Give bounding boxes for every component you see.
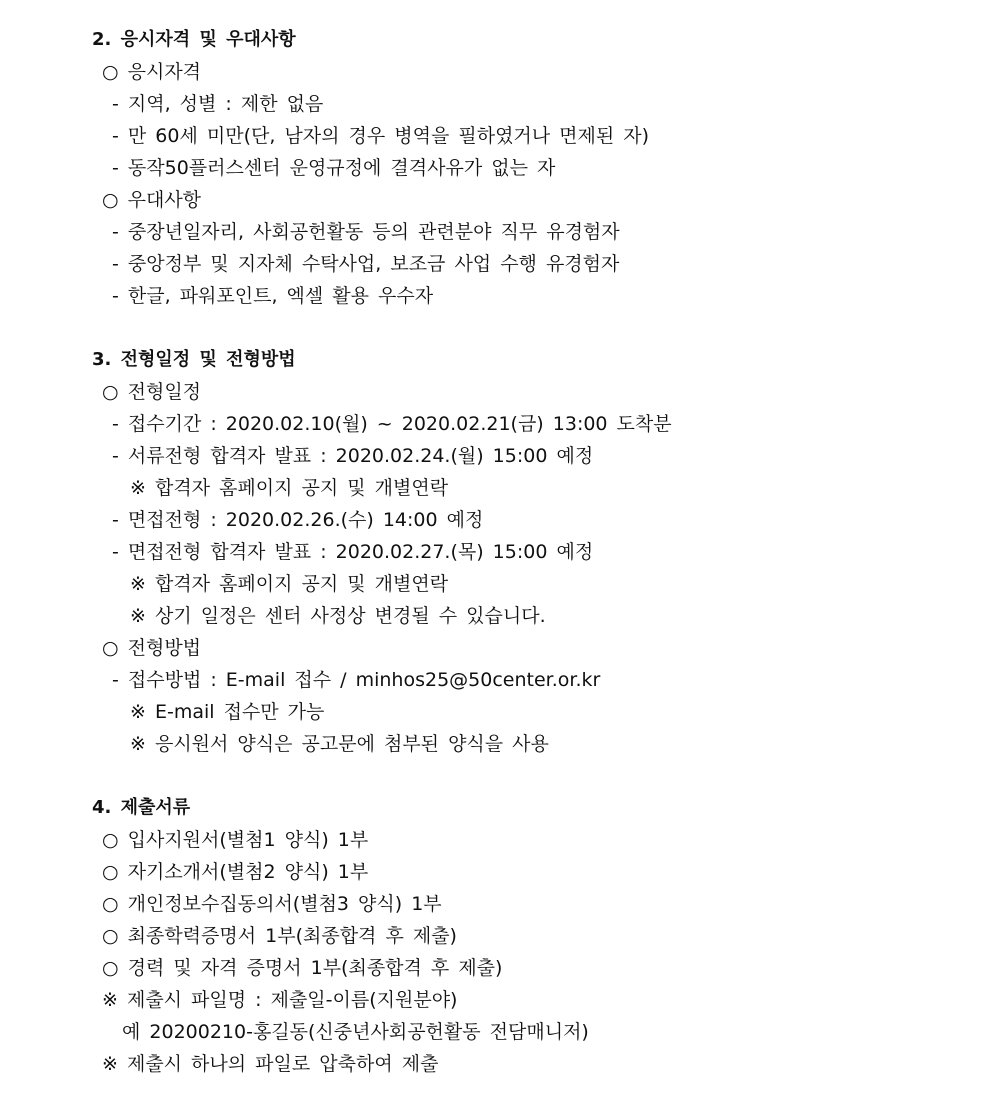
list-item: - 지역, 성별 : 제한 없음 xyxy=(112,93,324,115)
list-item: - 동작50플러스센터 운영규정에 결격사유가 없는 자 xyxy=(112,157,556,179)
note-item: ※ 합격자 홈페이지 공지 및 개별연락 xyxy=(130,573,449,595)
list-item: ○ 입사지원서(별첨1 양식) 1부 xyxy=(102,829,369,851)
note-item: ※ E-mail 접수만 가능 xyxy=(130,701,325,723)
section-heading-documents: 4. 제출서류 xyxy=(92,797,191,818)
note-item: ※ 제출시 하나의 파일로 압축하여 제출 xyxy=(102,1053,439,1075)
list-item: - 서류전형 합격자 발표 : 2020.02.24.(월) 15:00 예정 xyxy=(112,445,594,467)
bullet-preferences: ○ 우대사항 xyxy=(102,189,202,211)
list-item: - 면접전형 : 2020.02.26.(수) 14:00 예정 xyxy=(112,509,484,531)
list-item: ○ 최종학력증명서 1부(최종합격 후 제출) xyxy=(102,925,457,947)
section-heading-schedule: 3. 전형일정 및 전형방법 xyxy=(92,349,296,370)
bullet-method: ○ 전형방법 xyxy=(102,637,202,659)
note-item: ※ 상기 일정은 센터 사정상 변경될 수 있습니다. xyxy=(130,605,546,627)
list-item: ○ 경력 및 자격 증명서 1부(최종합격 후 제출) xyxy=(102,957,503,979)
list-item: - 중장년일자리, 사회공헌활동 등의 관련분야 직무 유경험자 xyxy=(112,221,620,243)
bullet-qualifications: ○ 응시자격 xyxy=(102,61,202,83)
note-item: ※ 제출시 파일명 : 제출일-이름(지원분야) xyxy=(102,989,458,1011)
example-item: 예 20200210-홍길동(신중년사회공헌활동 전담매니저) xyxy=(122,1021,589,1043)
note-item: ※ 응시원서 양식은 공고문에 첨부된 양식을 사용 xyxy=(130,733,549,755)
list-item: - 중앙정부 및 지자체 수탁사업, 보조금 사업 수행 유경험자 xyxy=(112,253,620,275)
bullet-schedule: ○ 전형일정 xyxy=(102,381,202,403)
note-item: ※ 합격자 홈페이지 공지 및 개별연락 xyxy=(130,477,449,499)
section-heading-qualifications: 2. 응시자격 및 우대사항 xyxy=(92,29,296,50)
list-item: ○ 자기소개서(별첨2 양식) 1부 xyxy=(102,861,369,883)
list-item: - 한글, 파워포인트, 엑셀 활용 우수자 xyxy=(112,285,434,307)
list-item: ○ 개인정보수집동의서(별첨3 양식) 1부 xyxy=(102,893,442,915)
list-item: - 접수기간 : 2020.02.10(월) ~ 2020.02.21(금) 13:00 도착분 xyxy=(112,413,672,435)
list-item: - 만 60세 미만(단, 남자의 경우 병역을 필하였거나 면제된 자) xyxy=(112,125,650,147)
list-item: - 면접전형 합격자 발표 : 2020.02.27.(목) 15:00 예정 xyxy=(112,541,594,563)
list-item: - 접수방법 : E-mail 접수 / minhos25@50center.or.kr xyxy=(112,669,601,691)
